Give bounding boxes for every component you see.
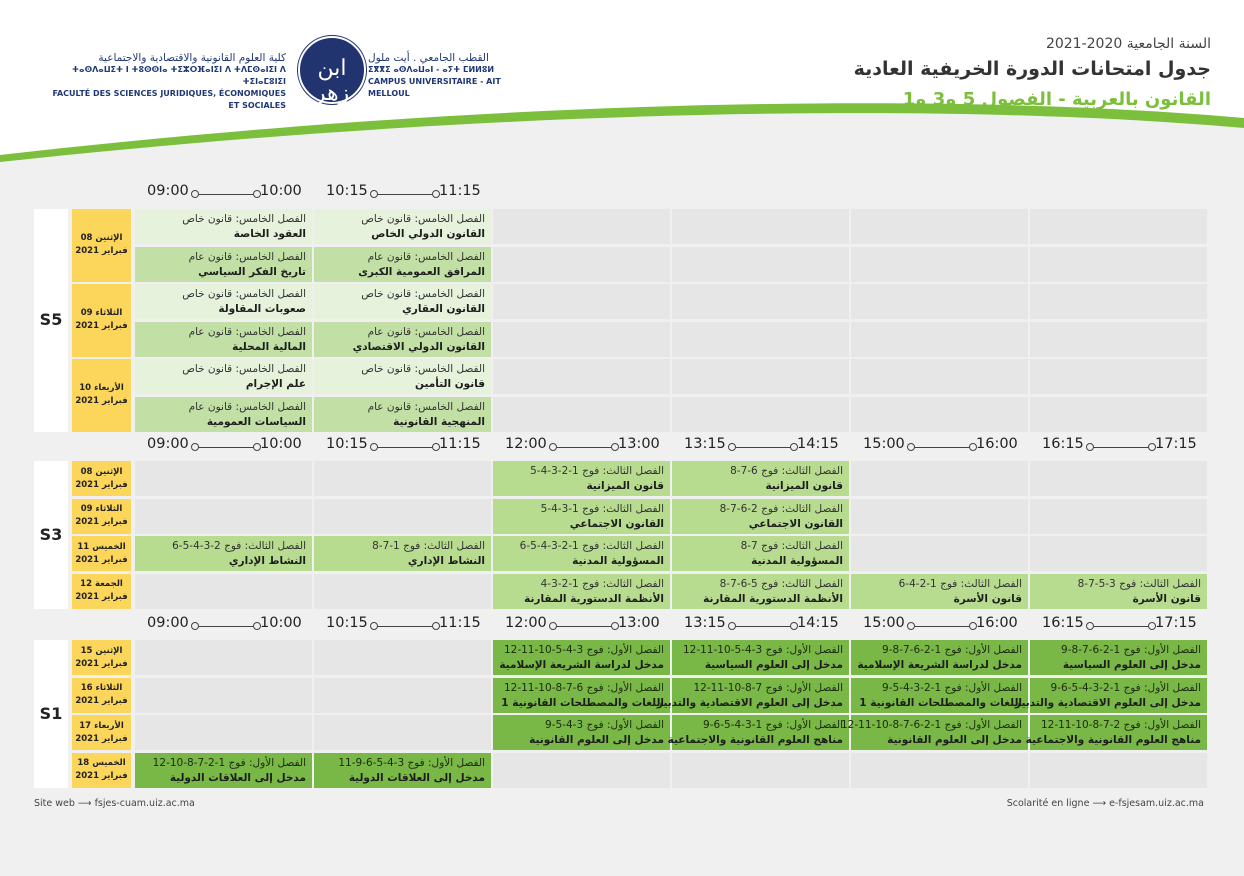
time-end-label: 16:00 [976, 615, 1018, 631]
exam-subject: المسؤولية المدنية [572, 555, 664, 567]
exam-subject: السياسات العمومية [206, 415, 306, 428]
time-range-start-dot [549, 622, 557, 630]
exam-group: الفصل الثالث: فوج 1-2-3-4-5-6 [519, 540, 664, 552]
exam-slot [656, 678, 849, 713]
time-range-start-dot [370, 443, 378, 451]
empty-slot [135, 715, 312, 750]
empty-slot [1030, 359, 1207, 394]
time-range-line [730, 447, 794, 448]
exam-group: الفصل الأول: فوج 1-2-6-7-8-9 [1061, 644, 1201, 656]
page-subtitle: القانون بالعربية - الفصول 5 و3 و1 [902, 89, 1211, 110]
exam-slot [135, 397, 312, 432]
exam-group: الفصل الأول: فوج 1-2-3-4-5-6-9 [1050, 681, 1201, 694]
exam-date [72, 499, 131, 534]
time-range-line [551, 447, 615, 448]
exam-group: الفصل الخامس: قانون خاص [361, 363, 485, 375]
empty-slot [493, 753, 670, 788]
exam-group: الفصل الأول: فوج 1-2-3-4-5-9 [882, 681, 1022, 694]
exam-subject: المرافق العمومية الكبرى [358, 265, 485, 278]
time-range-line [372, 626, 436, 627]
time-range-line [372, 194, 436, 195]
exam-subject: النشاط الإداري [228, 555, 306, 567]
exam-subject: القانون الدولي الاقتصادي [352, 340, 485, 353]
exam-slot [672, 461, 849, 496]
exam-group: الفصل الثالث: فوج 6-7-8 [730, 465, 843, 477]
time-end-label: 11:15 [439, 436, 481, 452]
time-range-line [1088, 447, 1152, 448]
exam-subject: القانون الاجتماعي [748, 517, 843, 530]
empty-slot [135, 461, 312, 496]
exam-subject: مناهج العلوم القانونية والاجتماعية [1025, 734, 1201, 746]
exam-day: الأربعاء 17 [79, 720, 124, 731]
exam-group: الفصل الأول: فوج 3-4-5-6-9-11 [338, 756, 485, 769]
exam-group: الفصل الخامس: قانون خاص [361, 288, 485, 300]
empty-slot [314, 461, 491, 496]
exam-group: الفصل الخامس: قانون عام [188, 250, 306, 263]
exam-slot [314, 209, 491, 244]
exam-subject: تاريخ الفكر السياسي [198, 265, 306, 278]
empty-slot [1030, 536, 1207, 571]
exam-slot [314, 536, 491, 571]
exam-subject: مدخل إلى العلوم القانونية [887, 734, 1022, 746]
empty-slot [1030, 322, 1207, 357]
time-end-label: 17:15 [1155, 436, 1197, 452]
exam-day: الخميس 11 [77, 541, 126, 552]
time-start-label: 13:15 [684, 436, 726, 452]
empty-slot [672, 284, 849, 319]
exam-slot [1030, 640, 1207, 675]
exam-subject: الأنظمة الدستورية المقارنة [703, 592, 843, 605]
academic-year: السنة الجامعية 2020-2021 [1045, 36, 1211, 52]
exam-subject: المنهجية القانونية [393, 415, 485, 428]
semester-label: S5 [34, 209, 68, 432]
exam-slot [135, 359, 312, 394]
exam-group: الفصل الخامس: قانون عام [188, 325, 306, 338]
exam-slot [851, 574, 1028, 609]
exam-slot [314, 359, 491, 394]
semester-label: S1 [34, 640, 68, 788]
exam-group: الفصل الثالث: فوج 5-6-7-8 [719, 577, 843, 590]
exam-group: الفصل الثالث: فوج 1-2-3-4 [540, 577, 664, 590]
time-end-label: 14:15 [797, 436, 839, 452]
exam-group: الفصل الثالث: فوج 1-3-4-5 [540, 502, 664, 515]
exam-date [72, 209, 131, 282]
exam-slot [493, 536, 670, 571]
exam-slot [851, 640, 1028, 675]
time-start-label: 10:15 [326, 615, 368, 631]
empty-slot [672, 247, 849, 282]
empty-slot [135, 678, 312, 713]
empty-slot [672, 753, 849, 788]
exam-date [72, 715, 131, 750]
empty-slot [314, 678, 491, 713]
time-start-label: 09:00 [147, 436, 189, 452]
exam-day: الأربعاء 10 [79, 383, 124, 394]
time-end-label: 13:00 [618, 436, 660, 452]
exam-day: الثلاثاء 09 [80, 504, 123, 514]
exam-subject: قانون الميزانية [586, 480, 664, 492]
empty-slot [672, 322, 849, 357]
time-start-label: 16:15 [1042, 436, 1084, 452]
empty-slot [493, 322, 670, 357]
exam-slot [314, 322, 491, 357]
time-range-start-dot [191, 190, 199, 198]
time-range-line [193, 626, 257, 627]
exam-slot [314, 284, 491, 319]
exam-subject: مدخل لدراسة الشريعة الإسلامية [857, 659, 1022, 671]
time-row [0, 436, 1244, 460]
empty-slot [1030, 753, 1207, 788]
online-registration-link[interactable]: Scolarité en ligne ⟶ e-fsjesam.uiz.ac.ma [1006, 798, 1204, 809]
exam-month: فبراير 2021 [75, 396, 128, 407]
empty-slot [1030, 284, 1207, 319]
faculty-name-ar: كلية العلوم القانونية والاقتصادية والاجتماعية [98, 52, 286, 64]
exam-subject: النشاط الإداري [407, 555, 485, 567]
time-range-start-dot [370, 190, 378, 198]
empty-slot [851, 209, 1028, 244]
exam-day: الثلاثاء 09 [80, 308, 123, 319]
exam-group: الفصل الثالث: فوج 1-2-4-6 [898, 577, 1022, 590]
exam-group: الفصل الثالث: فوج 2-3-4-5-6 [172, 540, 306, 552]
time-range-start-dot [907, 622, 915, 630]
time-end-label: 13:00 [618, 615, 660, 631]
empty-slot [1030, 209, 1207, 244]
exam-group: الفصل الأول: فوج 7-8-10-11-12 [693, 681, 843, 694]
exam-slot [1030, 574, 1207, 609]
exam-group: الفصل الخامس: قانون خاص [361, 213, 485, 225]
exam-slot [135, 753, 312, 788]
exam-slot [667, 715, 849, 750]
exam-slot [135, 209, 312, 244]
exam-subject: الأنظمة الدستورية المقارنة [524, 592, 664, 605]
exam-day: الإثنين 08 [80, 233, 123, 244]
exam-date [72, 461, 131, 496]
campus-logo-text [368, 52, 528, 100]
exam-subject: مدخل إلى العلوم السياسية [1062, 659, 1201, 671]
time-row [0, 183, 1244, 207]
empty-slot [851, 322, 1028, 357]
time-start-label: 10:15 [326, 436, 368, 452]
exam-slot [314, 247, 491, 282]
exam-group: الفصل الأول: فوج 1-2-6-7-8-10-11-12 [840, 719, 1022, 731]
exam-slot [493, 640, 670, 675]
empty-slot [672, 359, 849, 394]
time-end-label: 16:00 [976, 436, 1018, 452]
exam-date [72, 640, 131, 675]
time-end-label: 11:15 [439, 183, 481, 199]
exam-group: الفصل الأول: فوج 6-7-8-10-11-12 [503, 681, 664, 694]
empty-slot [1030, 397, 1207, 432]
campus-name-fr: CAMPUS UNIVERSITAIRE - AIT MELLOUL [368, 77, 501, 98]
exam-slot [493, 461, 670, 496]
emblem-text: ابن زهر [314, 56, 350, 106]
exam-group: الفصل الثالث: فوج 1-7-8 [372, 540, 485, 552]
exam-month: فبراير 2021 [75, 592, 128, 602]
semester-label: S3 [34, 461, 68, 609]
exam-subject: مدخل إلى العلاقات الدولية [169, 771, 306, 784]
exam-subject: قانون التأمين [415, 378, 485, 390]
empty-slot [135, 499, 312, 534]
exam-month: فبراير 2021 [75, 733, 128, 744]
website-link[interactable]: Site web ⟶ fsjes-cuam.uiz.ac.ma [34, 798, 195, 809]
empty-slot [493, 209, 670, 244]
time-end-label: 10:00 [260, 183, 302, 199]
exam-group: الفصل الثالث: فوج 7-8 [740, 540, 843, 552]
exam-slot [135, 247, 312, 282]
time-range-start-dot [728, 443, 736, 451]
exam-slot [493, 499, 670, 534]
exam-day: الجمعة 12 [80, 579, 123, 589]
exam-month: فبراير 2021 [75, 696, 128, 706]
empty-slot [851, 359, 1028, 394]
exam-day: الإثنين 08 [80, 466, 123, 477]
exam-group: الفصل الأول: فوج 1-3-4-5-6-9 [703, 719, 843, 731]
exam-subject: علم الإجرام [245, 378, 306, 390]
empty-slot [493, 284, 670, 319]
exam-month: فبراير 2021 [75, 479, 128, 490]
time-range-start-dot [1086, 622, 1094, 630]
exam-subject: صعوبات المقاولة [218, 303, 306, 315]
exam-slot [1014, 678, 1207, 713]
exam-group: الفصل الأول: فوج 3-4-5-10-11-12 [682, 644, 843, 656]
empty-slot [851, 284, 1028, 319]
faculty-name-tf: ⵜⴰⵙⴷⴰⵡⵉⵜ ⵏ ⵜⵓⵙⵙⵏⴰ ⵜⵉⵣⵔⴼⴰⵏⵉⵏ ⴷ ⵜⴷⵎⵙⴰⵏⵉⵏ ⴷ ⵜⵉⵏⴰⵎⵓⵏⵉⵏ [72, 65, 286, 86]
empty-slot [314, 574, 491, 609]
exam-date [72, 574, 131, 609]
empty-slot [493, 359, 670, 394]
empty-slot [851, 461, 1028, 496]
exam-month: فبراير 2021 [75, 517, 128, 527]
time-end-label: 11:15 [439, 615, 481, 631]
exam-date [72, 359, 131, 432]
exam-slot [135, 536, 312, 571]
time-range-start-dot [370, 622, 378, 630]
empty-slot [1030, 461, 1207, 496]
page-title: جدول امتحانات الدورة الخريفية العادية [853, 58, 1211, 80]
exam-slot [135, 322, 312, 357]
time-start-label: 10:15 [326, 183, 368, 199]
time-range-start-dot [1086, 443, 1094, 451]
empty-slot [314, 640, 491, 675]
time-range-line [909, 447, 973, 448]
time-start-label: 12:00 [505, 615, 547, 631]
exam-day: الإثنين 15 [80, 645, 123, 656]
exam-group: الفصل الأول: فوج 3-4-5-9 [544, 719, 664, 731]
faculty-logo-text [46, 52, 286, 112]
exam-month: فبراير 2021 [75, 246, 128, 257]
empty-slot [672, 209, 849, 244]
time-range-start-dot [191, 622, 199, 630]
campus-name-ar: القطب الجامعي . أيت ملول [368, 52, 489, 64]
exam-subject: قانون الأسرة [1132, 592, 1201, 605]
exam-subject: مدخل لدراسة الشريعة الإسلامية [499, 659, 664, 671]
exam-group: الفصل الخامس: قانون خاص [182, 288, 306, 300]
empty-slot [851, 247, 1028, 282]
exam-group: الفصل الأول: فوج 3-4-5-10-11-12 [503, 644, 664, 656]
exam-slot [493, 715, 670, 750]
exam-subject: القانون الاجتماعي [569, 517, 664, 530]
time-start-label: 12:00 [505, 436, 547, 452]
exam-subject: المسؤولية المدنية [751, 555, 843, 567]
empty-slot [851, 499, 1028, 534]
exam-slot [135, 284, 312, 319]
exam-month: فبراير 2021 [75, 771, 128, 781]
time-range-line [551, 626, 615, 627]
exam-subject: اللغات والمصطلحات القانونية 1 [501, 696, 664, 709]
exam-date [72, 753, 131, 788]
exam-slot [493, 574, 670, 609]
time-range-line [193, 194, 257, 195]
empty-slot [851, 753, 1028, 788]
exam-subject: القانون الدولي الخاص [371, 228, 485, 240]
exam-subject: قانون الأسرة [953, 592, 1022, 605]
time-range-line [909, 626, 973, 627]
time-range-line [372, 447, 436, 448]
exam-group: الفصل الخامس: قانون عام [367, 250, 485, 263]
exam-slot [493, 678, 670, 713]
campus-name-tf: ⵉⴳⴳⵉ ⴰⵙⴷⴰⵡⴰⵏ - ⴰⵢⵜ ⵎⵍⵍⵓⵍ [368, 65, 495, 74]
time-range-start-dot [549, 443, 557, 451]
empty-slot [135, 574, 312, 609]
exam-subject: القانون العقاري [402, 303, 485, 315]
empty-slot [672, 397, 849, 432]
exam-subject: مدخل إلى العلوم القانونية [529, 734, 664, 746]
exam-subject: مدخل إلى العلوم الاقتصادية والتدبير [656, 696, 843, 709]
time-end-label: 17:15 [1155, 615, 1197, 631]
exam-slot [672, 640, 849, 675]
time-start-label: 15:00 [863, 615, 905, 631]
empty-slot [1030, 247, 1207, 282]
time-range-line [730, 626, 794, 627]
time-end-label: 10:00 [260, 436, 302, 452]
exam-slot [672, 499, 849, 534]
exam-slot [672, 574, 849, 609]
empty-slot [851, 397, 1028, 432]
time-start-label: 09:00 [147, 615, 189, 631]
exam-subject: مدخل إلى العلوم السياسية [704, 659, 843, 671]
exam-subject: مدخل إلى العلوم الاقتصادية والتدبير [1014, 696, 1201, 709]
exam-subject: اللغات والمصطلحات القانونية 1 [859, 696, 1022, 709]
exam-month: فبراير 2021 [75, 554, 128, 565]
time-row [0, 615, 1244, 639]
time-start-label: 16:15 [1042, 615, 1084, 631]
exam-date [72, 678, 131, 713]
exam-subject: مناهج العلوم القانونية والاجتماعية [667, 734, 843, 746]
empty-slot [314, 715, 491, 750]
time-start-label: 09:00 [147, 183, 189, 199]
exam-slot [840, 715, 1028, 750]
exam-subject: مدخل إلى العلاقات الدولية [348, 771, 485, 784]
exam-month: فبراير 2021 [75, 321, 128, 332]
exam-slot [314, 753, 491, 788]
empty-slot [1030, 499, 1207, 534]
exam-slot [851, 678, 1028, 713]
university-emblem [298, 36, 366, 104]
empty-slot [493, 247, 670, 282]
time-end-label: 10:00 [260, 615, 302, 631]
exam-subject: قانون الميزانية [765, 480, 843, 492]
exam-slot [672, 536, 849, 571]
empty-slot [493, 397, 670, 432]
faculty-name-fr: FACULTÉ DES SCIENCES JURIDIQUES, ÉCONOMIQUES ET SOCIALES [52, 89, 286, 110]
empty-slot [135, 640, 312, 675]
exam-group: الفصل الأول: فوج 1-2-7-8-10-12 [152, 756, 306, 769]
exam-group: الفصل الخامس: قانون عام [188, 400, 306, 413]
time-range-start-dot [191, 443, 199, 451]
time-end-label: 14:15 [797, 615, 839, 631]
exam-group: الفصل الخامس: قانون خاص [182, 213, 306, 225]
exam-day: الخميس 18 [77, 758, 126, 768]
exam-day: الثلاثاء 16 [80, 683, 123, 693]
exam-slot [1025, 715, 1207, 750]
time-range-line [1088, 626, 1152, 627]
empty-slot [314, 499, 491, 534]
exam-group: الفصل الخامس: قانون خاص [182, 363, 306, 375]
time-start-label: 13:15 [684, 615, 726, 631]
time-range-start-dot [728, 622, 736, 630]
exam-group: الفصل الثالث: فوج 3-5-7-8 [1077, 577, 1201, 590]
exam-slot [314, 397, 491, 432]
exam-group: الفصل الأول: فوج 2-7-8-10-11-12 [1040, 719, 1201, 731]
time-range-line [193, 447, 257, 448]
time-start-label: 15:00 [863, 436, 905, 452]
exam-group: الفصل الخامس: قانون عام [367, 400, 485, 413]
exam-group: الفصل الثالث: فوج 2-6-7-8 [719, 502, 843, 515]
exam-date [72, 284, 131, 357]
exam-group: الفصل الأول: فوج 1-2-6-7-8-9 [882, 644, 1022, 656]
exam-group: الفصل الخامس: قانون عام [367, 325, 485, 338]
exam-month: فبراير 2021 [75, 658, 128, 669]
exam-subject: العقود الخاصة [233, 228, 306, 240]
empty-slot [851, 536, 1028, 571]
time-range-start-dot [907, 443, 915, 451]
exam-group: الفصل الثالث: فوج 1-2-3-4-5 [530, 465, 664, 477]
exam-date [72, 536, 131, 571]
exam-subject: المالية المحلية [232, 340, 306, 353]
